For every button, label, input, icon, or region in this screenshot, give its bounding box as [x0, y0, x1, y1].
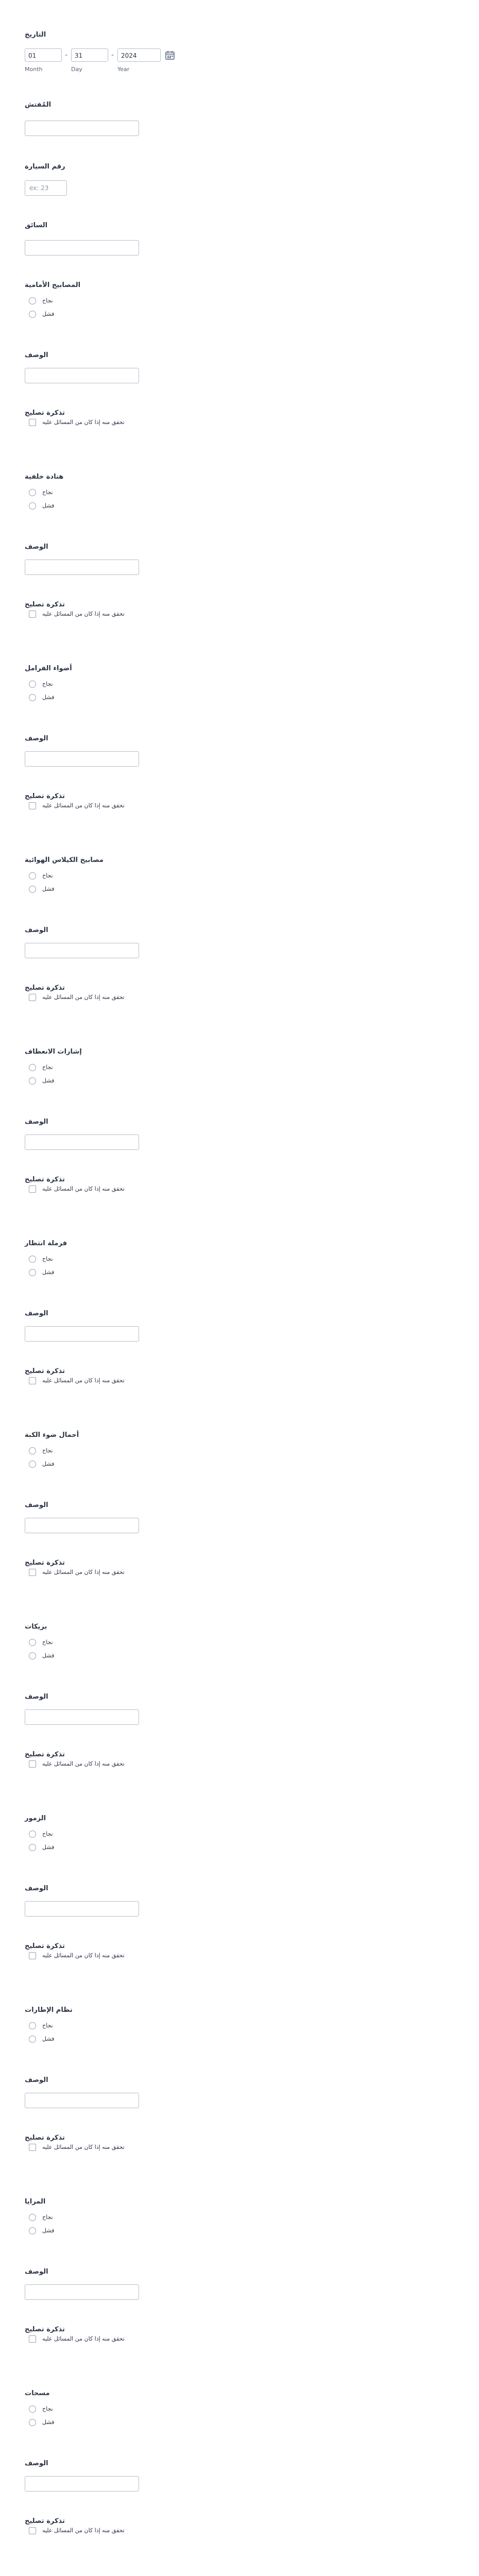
radio-button[interactable] [29, 886, 36, 893]
inspector-input[interactable] [25, 121, 139, 136]
checkbox-label: تحقق منه إذا كان من المسائل عليه [42, 2335, 125, 2342]
checkbox[interactable] [29, 611, 36, 618]
description-label: الوصف [25, 1501, 48, 1509]
radio-button[interactable] [29, 1844, 36, 1851]
radio-label: نجاح [42, 2214, 53, 2221]
radio-button[interactable] [29, 1256, 36, 1263]
checkbox-label: تحقق منه إذا كان من المسائل عليه [42, 1760, 125, 1767]
checkbox-label: تحقق منه إذا كان من المسائل عليه [42, 2144, 125, 2150]
radio-button[interactable] [29, 681, 36, 688]
section-title: فرملة انتظار [25, 1240, 67, 1247]
radio-button[interactable] [29, 1269, 36, 1276]
description-label: الوصف [25, 543, 48, 551]
section-title: الزمور [25, 1815, 46, 1822]
repair-ticket-label: تذكرة تصليح [25, 1176, 65, 1183]
radio-label: فشل [42, 502, 55, 509]
repair-ticket-label: تذكرة تصليح [25, 1367, 65, 1375]
radio-button[interactable] [29, 2405, 36, 2413]
description-input[interactable] [25, 1518, 139, 1533]
radio-label: فشل [42, 2036, 55, 2042]
day-input[interactable]: 31 [71, 48, 108, 62]
radio-label: نجاح [42, 1831, 53, 1837]
year-input[interactable]: 2024 [117, 48, 161, 62]
date-separator: - [111, 51, 114, 59]
year-sublabel: Year [117, 66, 130, 73]
repair-ticket-label: تذكرة تصليح [25, 792, 65, 800]
checkbox[interactable] [29, 1760, 36, 1768]
repair-ticket-label: تذكرة تصليح [25, 2134, 65, 2142]
radio-label: فشل [42, 1844, 55, 1851]
section-title: المصابيح الأمامية [25, 281, 81, 289]
section-title: إشارات الانعطاف [25, 1048, 82, 1056]
radio-label: نجاح [42, 1064, 53, 1071]
checkbox[interactable] [29, 1569, 36, 1576]
radio-button[interactable] [29, 489, 36, 496]
description-input[interactable] [25, 943, 139, 958]
radio-button[interactable] [29, 2214, 36, 2221]
description-label: الوصف [25, 735, 48, 742]
radio-label: فشل [42, 311, 55, 317]
radio-label: نجاح [42, 681, 53, 687]
radio-button[interactable] [29, 1461, 36, 1468]
section-title: مسحات [25, 2389, 50, 2397]
checkbox[interactable] [29, 2144, 36, 2151]
checkbox[interactable] [29, 2527, 36, 2534]
description-input[interactable] [25, 368, 139, 383]
repair-ticket-label: تذكرة تصليح [25, 1559, 65, 1567]
repair-ticket-label: تذكرة تصليح [25, 2517, 65, 2525]
section-title: أضواء الفرامل [25, 665, 72, 672]
car-number-label: رقم السيارة [25, 163, 65, 171]
radio-button[interactable] [29, 694, 36, 701]
description-input[interactable] [25, 1134, 139, 1150]
description-input[interactable] [25, 560, 139, 575]
description-input[interactable] [25, 2093, 139, 2108]
radio-label: فشل [42, 1269, 55, 1276]
month-sublabel: Month [25, 66, 43, 73]
day-sublabel: Day [71, 66, 82, 73]
radio-button[interactable] [29, 1077, 36, 1084]
month-input[interactable]: 01 [25, 48, 62, 62]
date-separator: - [65, 51, 68, 59]
description-label: الوصف [25, 2460, 48, 2467]
checkbox[interactable] [29, 1185, 36, 1193]
checkbox-label: تحقق منه إذا كان من المسائل عليه [42, 1185, 125, 1192]
radio-button[interactable] [29, 2227, 36, 2234]
radio-button[interactable] [29, 1831, 36, 1838]
radio-button[interactable] [29, 502, 36, 510]
repair-ticket-label: تذكرة تصليح [25, 1751, 65, 1758]
inspector-label: المُفتش [25, 101, 52, 109]
description-input[interactable] [25, 2284, 139, 2300]
checkbox[interactable] [29, 1377, 36, 1384]
description-input[interactable] [25, 1901, 139, 1917]
radio-label: نجاح [42, 872, 53, 879]
checkbox-label: تحقق منه إذا كان من المسائل عليه [42, 1377, 125, 1384]
repair-ticket-label: تذكرة تصليح [25, 409, 65, 417]
description-input[interactable] [25, 751, 139, 767]
description-label: الوصف [25, 2268, 48, 2276]
description-label: الوصف [25, 1118, 48, 1126]
checkbox[interactable] [29, 419, 36, 426]
checkbox-label: تحقق منه إذا كان من المسائل عليه [42, 2527, 125, 2534]
description-label: الوصف [25, 926, 48, 934]
section-title: مصابيح الكيلاس الهوائية [25, 856, 104, 864]
repair-ticket-label: تذكرة تصليح [25, 984, 65, 992]
section-title: نظام الإطارات [25, 2006, 73, 2014]
radio-button[interactable] [29, 297, 36, 304]
repair-ticket-label: تذكرة تصليح [25, 1942, 65, 1950]
description-input[interactable] [25, 1326, 139, 1342]
checkbox-label: تحقق منه إذا كان من المسائل عليه [42, 802, 125, 809]
checkbox[interactable] [29, 994, 36, 1001]
radio-label: فشل [42, 1461, 55, 1467]
radio-label: فشل [42, 694, 55, 701]
checkbox-label: تحقق منه إذا كان من المسائل عليه [42, 611, 125, 617]
description-input[interactable] [25, 2476, 139, 2492]
calendar-icon[interactable] [165, 50, 175, 60]
radio-button[interactable] [29, 2419, 36, 2426]
checkbox[interactable] [29, 802, 36, 809]
checkbox-label: تحقق منه إذا كان من المسائل عليه [42, 994, 125, 1001]
checkbox-label: تحقق منه إذا كان من المسائل عليه [42, 1569, 125, 1575]
date-label: التاريخ [25, 31, 46, 39]
radio-label: فشل [42, 2227, 55, 2234]
radio-label: نجاح [42, 2022, 53, 2029]
description-input[interactable] [25, 1709, 139, 1725]
radio-button[interactable] [29, 1652, 36, 1659]
section-title: المرايا [25, 2198, 46, 2206]
repair-ticket-label: تذكرة تصليح [25, 601, 65, 608]
description-label: الوصف [25, 1693, 48, 1701]
radio-label: فشل [42, 2419, 55, 2426]
checkbox[interactable] [29, 2335, 36, 2343]
radio-button[interactable] [29, 872, 36, 879]
driver-input[interactable] [25, 240, 139, 256]
description-label: الوصف [25, 351, 48, 359]
radio-label: نجاح [42, 1447, 53, 1454]
checkbox[interactable] [29, 1952, 36, 1959]
radio-button[interactable] [29, 2036, 36, 2043]
radio-label: نجاح [42, 1256, 53, 1262]
radio-label: فشل [42, 1652, 55, 1659]
checkbox-label: تحقق منه إذا كان من المسائل عليه [42, 419, 125, 426]
driver-label: السائق [25, 222, 48, 229]
checkbox-label: تحقق منه إذا كان من المسائل عليه [42, 1952, 125, 1959]
section-title: بريكات [25, 1623, 47, 1631]
radio-button[interactable] [29, 1447, 36, 1454]
radio-label: فشل [42, 886, 55, 892]
section-title: هنادة خلفية [25, 473, 64, 481]
radio-label: نجاح [42, 297, 53, 304]
radio-label: فشل [42, 1077, 55, 1084]
radio-label: نجاح [42, 489, 53, 496]
radio-button[interactable] [29, 1639, 36, 1646]
description-label: الوصف [25, 1885, 48, 1892]
radio-button[interactable] [29, 2022, 36, 2029]
car-number-input[interactable]: ex: 23 [25, 180, 67, 196]
radio-label: نجاح [42, 1639, 53, 1646]
description-label: الوصف [25, 1310, 48, 1317]
radio-button[interactable] [29, 311, 36, 318]
radio-button[interactable] [29, 1064, 36, 1071]
repair-ticket-label: تذكرة تصليح [25, 2326, 65, 2333]
section-title: أحمال ضوء الكبة [25, 1431, 79, 1439]
description-label: الوصف [25, 2076, 48, 2084]
radio-label: نجاح [42, 2405, 53, 2412]
